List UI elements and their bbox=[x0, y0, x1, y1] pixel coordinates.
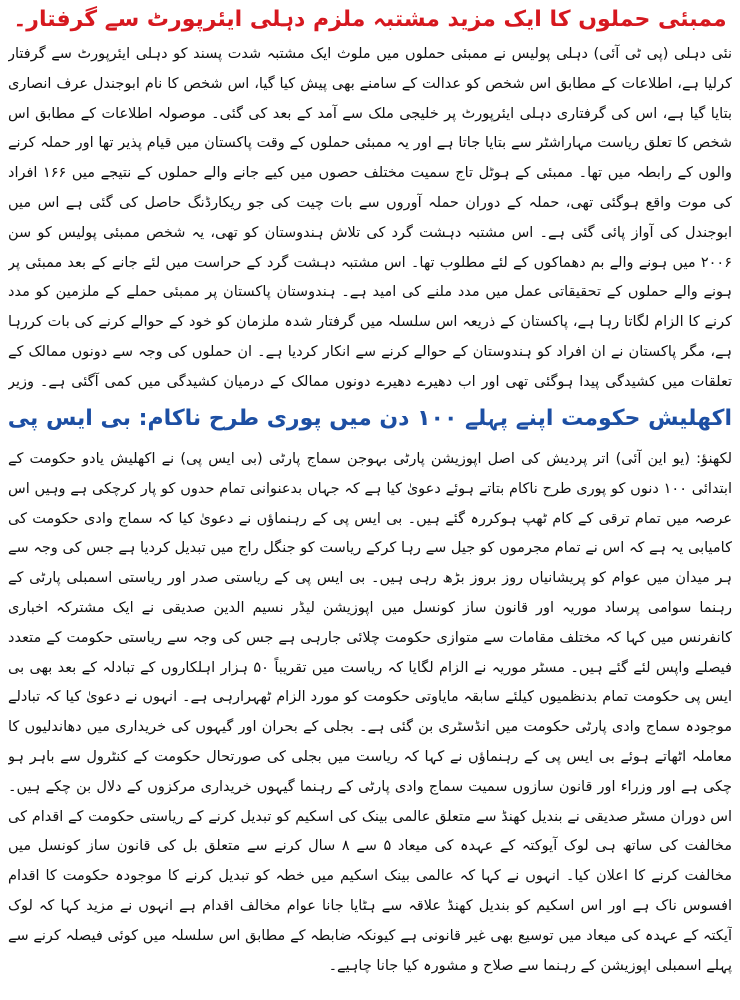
story-2-headline: اکھلیش حکومت اپنے پہلے ۱۰۰ دن میں پوری طرح ناکام: بی ایس پی bbox=[8, 406, 732, 431]
story-1-headline: ممبئی حملوں کا ایک مزید مشتبہ ملزم دہلی ایئرپورٹ سے گرفتار۔ bbox=[13, 7, 727, 32]
story-1-body: نئی دہلی (پی ٹی آئی) دہلی پولیس نے ممبئی حملوں میں ملوث ایک مشتبہ شدت پسند کو دہلی ایئرپورٹ سے گرفتار کرلیا ہے، اطلاعات کے مطابق اس شخص کو عدالت کے سامنے بھی پیش کیا گیا، اس شخص کا نام ابوجندل عرف انصاری بتایا گیا ہے، اس کی گرفتاری دہلی ایئرپورٹ پر خلیجی ملک سے آمد کے بعد کی گئی۔ موصولہ اطلاعات کے مطابق اس شخص کا تعلق ریاست مہاراشٹر سے بتایا جاتا ہے اور یہ ممبئی حملوں کے وقت پاکستان میں قیام پذیر تھا اور حملہ کرنے والوں کے رابطہ میں تھا۔ ممبئی کے ہوٹل تاج سمیت مختلف حصوں میں کیے جانے والے حملوں کے نتیجے میں ۱۶۶ افراد کی موت واقع ہوگئی تھی، حملہ کے دوران حملہ آوروں سے بات چیت کی جو ریکارڈنگ حاصل کی گئی ہے اس میں ابوجندل کی آواز پائی گئی ہے۔ اس مشتبہ دہشت گرد کی تلاش ہندوستان کو تھی، یہ شخص ممبئی پولیس کو سن ۲۰۰۶ میں ہونے والے بم دھماکوں کے لئے مطلوب تھا۔ اس مشتبہ دہشت گرد کے حراست میں لئے جانے کے بعد ممبئی پر ہونے والے حملوں کے تحقیقاتی عمل میں مدد ملنے کی امید ہے۔ ہندوستان پاکستان پر ممبئی حملے کے ملزمین کو مدد کرنے کا الزام لگاتا رہا ہے، پاکستان کے ذریعہ اس سلسلہ میں گرفتار شدہ ملزمان کو خود کے حوالے کرنے کی بات کررہا ہے، مگر پاکستان نے ان افراد کو ہندوستان کے حوالے کرنے سے انکار کردیا ہے۔ ان حملوں کی وجہ سے دونوں ممالک کے تعلقات میں کشیدگی پیدا ہوگئی تھی اور اب دھیرے دھیرے دونوں ممالک کے درمیان کشیدگی میں کمی آگئی ہے۔ وزیر bbox=[8, 46, 732, 390]
story-2-body: لکھنؤ: (یو این آئی) اتر پردیش کی اصل اپوزیشن پارٹی بہوجن سماج پارٹی (بی ایس پی) نے اکھلیش یادو حکومت کے ابتدائی ۱۰۰ دنوں کو پوری طرح ناکام بتاتے ہوئے دعویٰ کیا ہے کہ جہاں بدعنوانی تمام حدوں کو پار کرچکی ہے وہیں اس عرصہ میں تمام ترقی کے کام ٹھپ ہوکررہ گئے ہیں۔ بی ایس پی کے رہنماؤں نے دعویٰ کیا کہ سماج وادی حکومت کی کامیابی یہ ہے کہ اس نے تمام مجرموں کو جیل سے رہا کرکے ریاست کو جنگل راج میں تبدیل کردیا ہے جس کی وجہ سے ہر میدان میں عوام کو پریشانیاں روز بروز بڑھ رہی ہیں۔ بی ایس پی کے ریاستی صدر اور ریاستی اسمبلی پارٹی کے رہنما سوامی پرساد موریہ اور قانون ساز کونسل میں اپوزیشن لیڈر نسیم الدین صدیقی نے ایک مشترکہ اخباری کانفرنس میں کہا کہ مختلف مقامات سے متوازی حکومت چلائی جارہی ہے جس کی وجہ سے ریاستی حکومت کے متعدد فیصلے واپس لئے گئے ہیں۔ مسٹر موریہ نے الزام لگایا کہ ریاست میں تقریباً ۵۰ ہزار اہلکاروں کے تبادلہ کے بعد بھی بی ایس پی حکومت تمام بدنظمیوں کیلئے سابقہ مایاوتی حکومت کو مورد الزام ٹھہرارہی ہے۔ انہوں نے دعویٰ کیا کہ تبادلے موجودہ سماج وادی پارٹی حکومت میں انڈسٹری بن گئی ہے۔ بجلی کے بحران اور گیہوں کی خریداری میں دھاندلیوں کا معاملہ اٹھاتے ہوئے بی ایس پی کے رہنماؤں نے کہا کہ ریاست میں بجلی کی صورتحال حکومت کے کنٹرول سے باہر ہو چکی ہے اور وزراء اور قانون سازوں سمیت سماج وادی پارٹی کے رہنما گیہوں خریداری مرکزوں کے دلال بن چکے ہیں۔ اس دوران مسٹر صدیقی نے بندیل کھنڈ سے متعلق عالمی بینک کی اسکیم کو تبدیل کرنے کے ریاستی حکومت کے اقدام کی مخالفت کی ساتھ ہی لوک آیوکتہ کے عہدہ کی میعاد ۵ سے ۸ سال کرنے سے متعلق بل کی قانون ساز کونسل میں مخالفت کرنے کا اعلان کیا۔ انہوں نے کہا کہ عالمی بینک اسکیم میں خطہ کو تبدیل کرنے کا موجودہ حکومت کا اقدام افسوس ناک ہے اور اس اسکیم کو بندیل کھنڈ علاقہ سے ہٹایا جانا عوام مخالف اقدام ہے انہوں نے مزید کہا کہ لوک آیکتہ کے عہدہ کی میعاد میں توسیع بھی غیر قانونی ہے کیونکہ ضابطہ کے مطابق اس سلسلہ میں کوئی فیصلہ کرنے سے پہلے اسمبلی اپوزیشن کے رہنما سے صلاح و مشورہ کیا جانا چاہیے۔ bbox=[8, 451, 732, 974]
